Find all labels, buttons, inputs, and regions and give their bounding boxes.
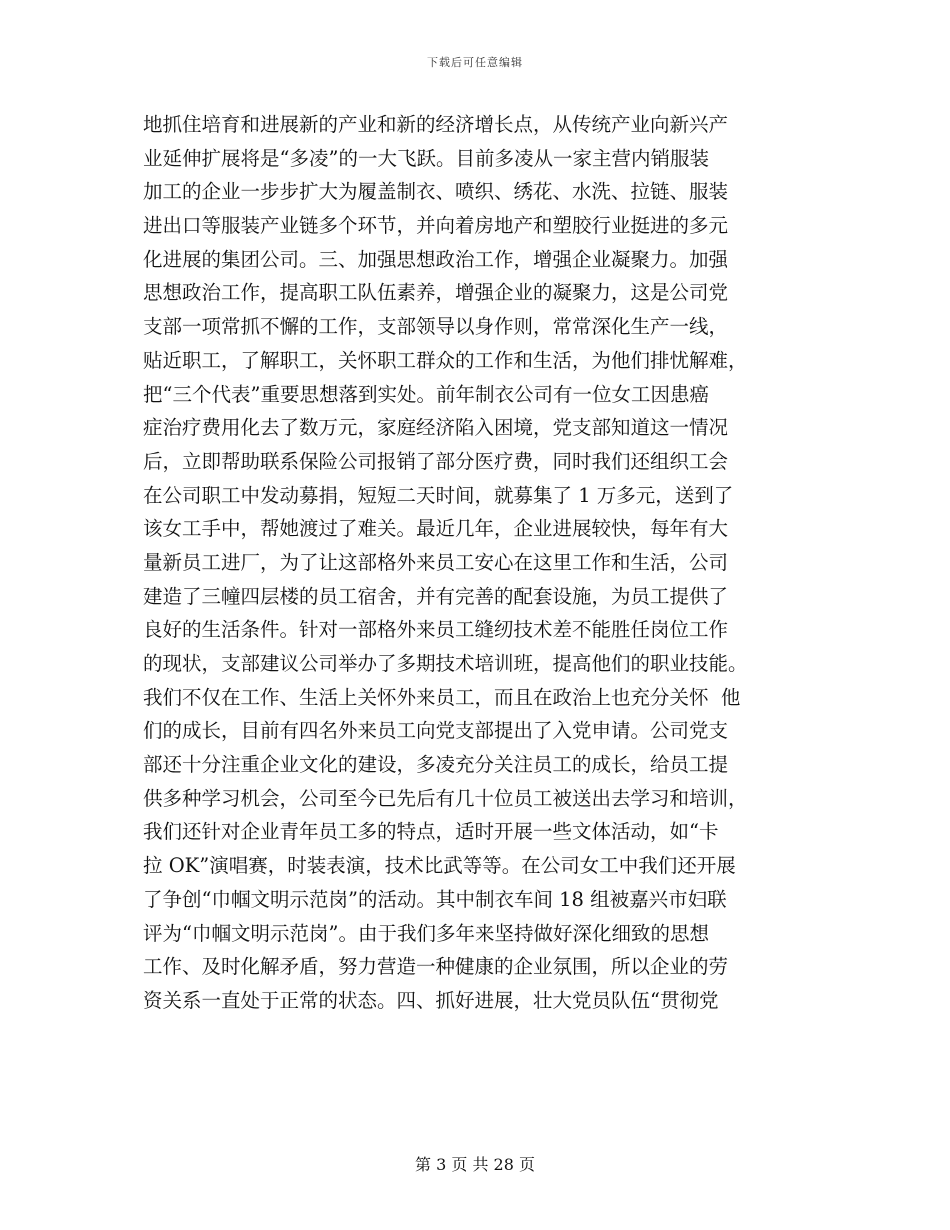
body-text-line: 把“三个代表”重要思想落到实处。前年制衣公司有一位女工因患癌 <box>143 382 709 406</box>
body-text-line: 了争创“巾帼文明示范岗”的活动。其中制衣车间 18 组被嘉兴市妇联 <box>143 887 727 911</box>
page-header-note: 下载后可任意编辑 <box>427 56 523 69</box>
body-text-line: 思想政治工作，提高职工队伍素养，增强企业的凝聚力，这是公司党 <box>143 281 729 305</box>
body-text-line: 化进展的集团公司。三、加强思想政治工作，增强企业凝聚力。加强 <box>143 247 729 271</box>
body-text-line: 们的成长，目前有四名外来员工向党支部提出了入党申请。公司党支 <box>143 719 729 743</box>
body-text-line: 供多种学习机会，公司至今已先后有几十位员工被送出去学习和培训， <box>143 786 748 810</box>
body-text-line: 建造了三幢四层楼的员工宿舍，并有完善的配套设施，为员工提供了 <box>143 584 729 608</box>
body-text-line: 该女工手中，帮她渡过了难关。最近几年，企业进展较快，每年有大 <box>143 517 729 541</box>
body-text-line: 量新员工进厂，为了让这部格外来员工安心在这里工作和生活，公司 <box>143 550 729 574</box>
body-text-line: 我们不仅在工作、生活上关怀外来员工，而且在政治上也充分关怀 他 <box>143 685 741 709</box>
body-text-line: 地抓住培育和进展新的产业和新的经济增长点，从传统产业向新兴产 <box>143 113 729 136</box>
body-text-line: 拉 OK”演唱赛，时装表演，技术比武等等。在公司女工中我们还开展 <box>143 854 736 878</box>
body-text-line: 的现状，支部建议公司举办了多期技术培训班，提高他们的职业技能。 <box>143 652 748 675</box>
page-number-footer: 第 3 页 共 28 页 <box>415 1155 535 1174</box>
body-text-line: 资关系一直处于正常的状态。四、抓好进展，壮大党员队伍“贯彻党 <box>143 988 719 1012</box>
body-text-line: 后，立即帮助联系保险公司报销了部分医疗费，同时我们还组织工会 <box>143 449 729 473</box>
body-text-line: 加工的企业一步步扩大为履盖制衣、喷织、绣花、水洗、拉链、服装 <box>143 180 729 204</box>
body-text-line: 在公司职工中发动募捐，短短二天时间，就募集了 1 万多元，送到了 <box>143 483 734 507</box>
body-text-line: 我们还针对企业青年员工多的特点，适时开展一些文体活动，如“卡 <box>143 820 719 844</box>
body-text-line: 业延伸扩展将是“多凌”的一大飞跃。目前多凌从一家主营内销服装 <box>143 146 709 170</box>
body-text-line: 支部一项常抓不懈的工作，支部领导以身作则，常常深化生产一线， <box>143 315 729 339</box>
body-text-line: 工作、及时化解矛盾，努力营造一种健康的企业氛围，所以企业的劳 <box>143 955 729 979</box>
body-text-line: 部还十分注重企业文化的建设，多凌充分关注员工的成长，给员工提 <box>143 753 729 777</box>
body-text-line: 良好的生活条件。针对一部格外来员工缝纫技术差不能胜任岗位工作 <box>143 618 729 642</box>
body-text-line: 进出口等服装产业链多个环节，并向着房地产和塑胶行业挺进的多元 <box>143 214 729 238</box>
body-text-line: 症治疗费用化去了数万元，家庭经济陷入困境，党支部知道这一情况 <box>143 416 729 440</box>
body-text-line: 贴近职工，了解职工，关怀职工群众的工作和生活，为他们排忧解难， <box>143 348 748 372</box>
body-text-line: 评为“巾帼文明示范岗”。由于我们多年来坚持做好深化细致的思想 <box>143 921 709 945</box>
document-body <box>143 108 799 1018</box>
